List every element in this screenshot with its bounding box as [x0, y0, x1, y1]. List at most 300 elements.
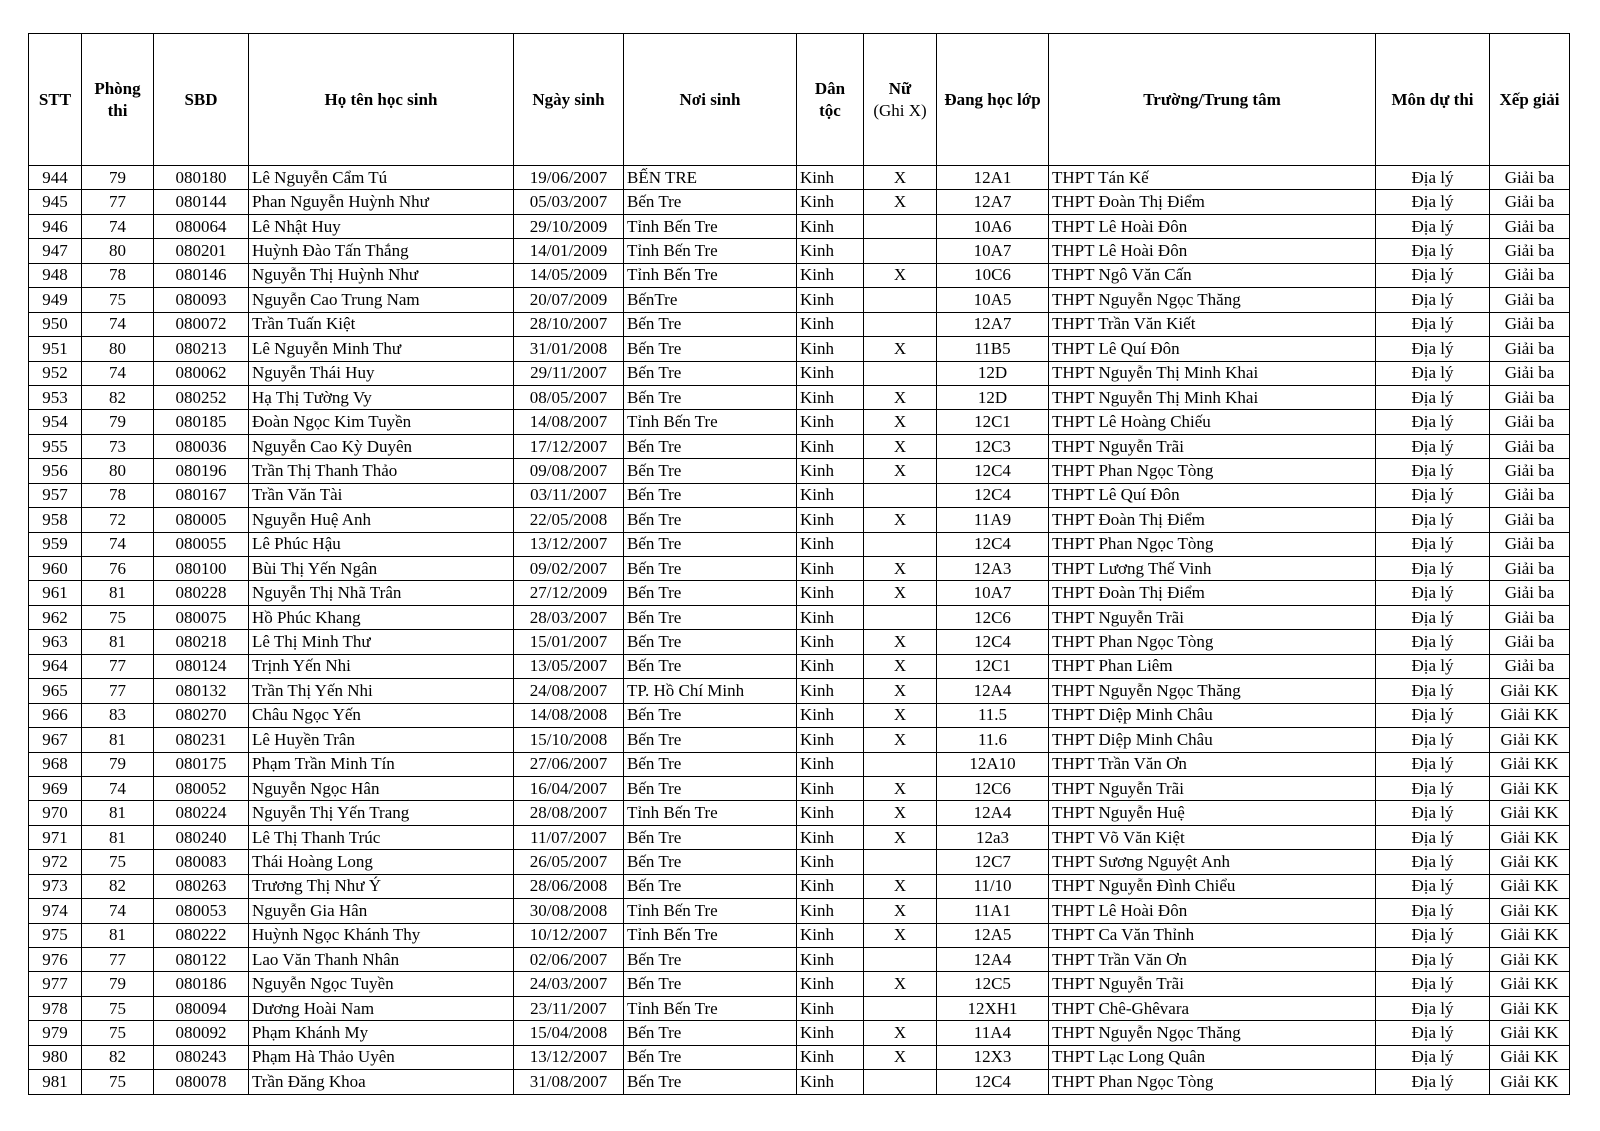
ngay-sinh-cell: 27/06/2007	[514, 752, 624, 776]
dan-toc-cell: Kinh	[797, 385, 864, 409]
giai-cell: Giải KK	[1490, 874, 1570, 898]
lop-cell: 11.6	[937, 728, 1049, 752]
sbd-cell: 080263	[154, 874, 249, 898]
phong-thi-cell: 83	[82, 703, 154, 727]
results-sheet	[28, 33, 1570, 1095]
lop-cell: 12X3	[937, 1045, 1049, 1069]
header-giai: Xếp giải	[1490, 34, 1570, 166]
truong-cell: THPT Lê Quí Đôn	[1049, 337, 1376, 361]
lop-cell: 12A5	[937, 923, 1049, 947]
truong-cell: THPT Lê Hoàng Chiếu	[1049, 410, 1376, 434]
truong-cell: THPT Phan Ngọc Tòng	[1049, 630, 1376, 654]
phong-thi-cell: 75	[82, 605, 154, 629]
ho-ten-cell: Lê Huyền Trân	[249, 728, 514, 752]
table-row	[29, 410, 1570, 434]
dan-toc-cell: Kinh	[797, 190, 864, 214]
table-row	[29, 361, 1570, 385]
noi-sinh-cell: Bến Tre	[624, 776, 797, 800]
ngay-sinh-cell: 09/02/2007	[514, 557, 624, 581]
mon-cell: Địa lý	[1376, 312, 1490, 336]
stt-cell: 950	[29, 312, 82, 336]
dan-toc-cell: Kinh	[797, 1070, 864, 1094]
stt-cell: 965	[29, 679, 82, 703]
table-row	[29, 776, 1570, 800]
phong-thi-cell: 77	[82, 190, 154, 214]
ho-ten-cell: Lao Văn Thanh Nhân	[249, 948, 514, 972]
ho-ten-cell: Trần Đăng Khoa	[249, 1070, 514, 1094]
dan-toc-cell: Kinh	[797, 1021, 864, 1045]
phong-thi-cell: 76	[82, 557, 154, 581]
noi-sinh-cell: Tỉnh Bến Tre	[624, 801, 797, 825]
table-row	[29, 508, 1570, 532]
ho-ten-cell: Châu Ngọc Yến	[249, 703, 514, 727]
stt-cell: 959	[29, 532, 82, 556]
mon-cell: Địa lý	[1376, 1070, 1490, 1094]
ho-ten-cell: Lê Nguyễn Minh Thư	[249, 337, 514, 361]
sbd-cell: 080122	[154, 948, 249, 972]
sbd-cell: 080062	[154, 361, 249, 385]
table-row	[29, 948, 1570, 972]
nu-cell: X	[864, 728, 937, 752]
phong-thi-cell: 81	[82, 728, 154, 752]
ngay-sinh-cell: 05/03/2007	[514, 190, 624, 214]
ho-ten-cell: Trần Thị Yến Nhi	[249, 679, 514, 703]
mon-cell: Địa lý	[1376, 923, 1490, 947]
mon-cell: Địa lý	[1376, 239, 1490, 263]
lop-cell: 12C1	[937, 410, 1049, 434]
giai-cell: Giải ba	[1490, 434, 1570, 458]
dan-toc-cell: Kinh	[797, 776, 864, 800]
noi-sinh-cell: Bến Tre	[624, 1070, 797, 1094]
table-row	[29, 483, 1570, 507]
ngay-sinh-cell: 23/11/2007	[514, 996, 624, 1020]
ngay-sinh-cell: 13/05/2007	[514, 654, 624, 678]
truong-cell: THPT Nguyễn Ngọc Thăng	[1049, 288, 1376, 312]
phong-thi-cell: 80	[82, 239, 154, 263]
sbd-cell: 080228	[154, 581, 249, 605]
lop-cell: 12C4	[937, 532, 1049, 556]
table-row	[29, 239, 1570, 263]
table-row	[29, 703, 1570, 727]
ho-ten-cell: Lê Nhật Huy	[249, 214, 514, 238]
stt-cell: 951	[29, 337, 82, 361]
table-row	[29, 679, 1570, 703]
noi-sinh-cell: Tỉnh Bến Tre	[624, 263, 797, 287]
header-row	[29, 34, 1570, 166]
header-noi-sinh: Nơi sinh	[624, 34, 797, 166]
giai-cell: Giải KK	[1490, 972, 1570, 996]
truong-cell: THPT Lê Hoài Đôn	[1049, 214, 1376, 238]
truong-cell: THPT Ca Văn Thỉnh	[1049, 923, 1376, 947]
noi-sinh-cell: Bến Tre	[624, 703, 797, 727]
giai-cell: Giải ba	[1490, 166, 1570, 190]
table-row	[29, 874, 1570, 898]
mon-cell: Địa lý	[1376, 605, 1490, 629]
stt-cell: 961	[29, 581, 82, 605]
ho-ten-cell: Lê Phúc Hậu	[249, 532, 514, 556]
table-row	[29, 899, 1570, 923]
lop-cell: 12C6	[937, 776, 1049, 800]
phong-thi-cell: 77	[82, 679, 154, 703]
ho-ten-cell: Nguyễn Ngọc Hân	[249, 776, 514, 800]
ho-ten-cell: Trương Thị Như Ý	[249, 874, 514, 898]
mon-cell: Địa lý	[1376, 557, 1490, 581]
nu-cell: X	[864, 923, 937, 947]
mon-cell: Địa lý	[1376, 874, 1490, 898]
nu-cell: X	[864, 972, 937, 996]
stt-cell: 971	[29, 825, 82, 849]
header-dan-toc: Dân tộc	[797, 34, 864, 166]
ho-ten-cell: Nguyễn Thị Nhã Trân	[249, 581, 514, 605]
sbd-cell: 080222	[154, 923, 249, 947]
giai-cell: Giải ba	[1490, 483, 1570, 507]
ngay-sinh-cell: 30/08/2008	[514, 899, 624, 923]
lop-cell: 11A9	[937, 508, 1049, 532]
dan-toc-cell: Kinh	[797, 483, 864, 507]
stt-cell: 962	[29, 605, 82, 629]
ngay-sinh-cell: 29/11/2007	[514, 361, 624, 385]
sbd-cell: 080072	[154, 312, 249, 336]
noi-sinh-cell: Bến Tre	[624, 434, 797, 458]
nu-cell: X	[864, 190, 937, 214]
ngay-sinh-cell: 13/12/2007	[514, 532, 624, 556]
sbd-cell: 080252	[154, 385, 249, 409]
phong-thi-cell: 78	[82, 263, 154, 287]
ho-ten-cell: Nguyễn Thái Huy	[249, 361, 514, 385]
nu-cell: X	[864, 776, 937, 800]
noi-sinh-cell: Bến Tre	[624, 630, 797, 654]
ho-ten-cell: Dương Hoài Nam	[249, 996, 514, 1020]
lop-cell: 10A5	[937, 288, 1049, 312]
noi-sinh-cell: Bến Tre	[624, 728, 797, 752]
noi-sinh-cell: Tỉnh Bến Tre	[624, 410, 797, 434]
giai-cell: Giải KK	[1490, 776, 1570, 800]
dan-toc-cell: Kinh	[797, 703, 864, 727]
giai-cell: Giải KK	[1490, 899, 1570, 923]
mon-cell: Địa lý	[1376, 801, 1490, 825]
truong-cell: THPT Nguyễn Đình Chiểu	[1049, 874, 1376, 898]
truong-cell: THPT Nguyễn Trãi	[1049, 972, 1376, 996]
ngay-sinh-cell: 31/01/2008	[514, 337, 624, 361]
stt-cell: 967	[29, 728, 82, 752]
giai-cell: Giải KK	[1490, 801, 1570, 825]
mon-cell: Địa lý	[1376, 361, 1490, 385]
ho-ten-cell: Hạ Thị Tường Vy	[249, 385, 514, 409]
ho-ten-cell: Trần Tuấn Kiệt	[249, 312, 514, 336]
noi-sinh-cell: Tỉnh Bến Tre	[624, 239, 797, 263]
nu-cell	[864, 312, 937, 336]
truong-cell: THPT Phan Ngọc Tòng	[1049, 459, 1376, 483]
truong-cell: THPT Nguyễn Trãi	[1049, 605, 1376, 629]
sbd-cell: 080092	[154, 1021, 249, 1045]
truong-cell: THPT Lương Thế Vinh	[1049, 557, 1376, 581]
noi-sinh-cell: Bến Tre	[624, 532, 797, 556]
nu-cell: X	[864, 874, 937, 898]
table-row	[29, 923, 1570, 947]
stt-cell: 958	[29, 508, 82, 532]
dan-toc-cell: Kinh	[797, 410, 864, 434]
ngay-sinh-cell: 10/12/2007	[514, 923, 624, 947]
giai-cell: Giải ba	[1490, 263, 1570, 287]
mon-cell: Địa lý	[1376, 385, 1490, 409]
ngay-sinh-cell: 11/07/2007	[514, 825, 624, 849]
giai-cell: Giải KK	[1490, 703, 1570, 727]
nu-cell: X	[864, 899, 937, 923]
phong-thi-cell: 75	[82, 996, 154, 1020]
phong-thi-cell: 81	[82, 923, 154, 947]
nu-cell	[864, 850, 937, 874]
giai-cell: Giải KK	[1490, 1021, 1570, 1045]
table-row	[29, 434, 1570, 458]
table-body	[29, 166, 1570, 1095]
sbd-cell: 080231	[154, 728, 249, 752]
sbd-cell: 080175	[154, 752, 249, 776]
ngay-sinh-cell: 14/01/2009	[514, 239, 624, 263]
phong-thi-cell: 75	[82, 288, 154, 312]
stt-cell: 949	[29, 288, 82, 312]
sbd-cell: 080167	[154, 483, 249, 507]
noi-sinh-cell: Bến Tre	[624, 557, 797, 581]
dan-toc-cell: Kinh	[797, 434, 864, 458]
dan-toc-cell: Kinh	[797, 972, 864, 996]
ho-ten-cell: Huỳnh Ngọc Khánh Thy	[249, 923, 514, 947]
mon-cell: Địa lý	[1376, 630, 1490, 654]
ngay-sinh-cell: 08/05/2007	[514, 385, 624, 409]
noi-sinh-cell: Bến Tre	[624, 1045, 797, 1069]
header-nu: Nữ (Ghi X)	[864, 34, 937, 166]
sbd-cell: 080213	[154, 337, 249, 361]
truong-cell: THPT Nguyễn Ngọc Thăng	[1049, 679, 1376, 703]
noi-sinh-cell: Bến Tre	[624, 361, 797, 385]
ngay-sinh-cell: 28/03/2007	[514, 605, 624, 629]
lop-cell: 11A1	[937, 899, 1049, 923]
ho-ten-cell: Trịnh Yến Nhi	[249, 654, 514, 678]
sbd-cell: 080005	[154, 508, 249, 532]
nu-cell: X	[864, 410, 937, 434]
dan-toc-cell: Kinh	[797, 337, 864, 361]
truong-cell: THPT Trần Văn Ơn	[1049, 752, 1376, 776]
table-row	[29, 190, 1570, 214]
lop-cell: 12C1	[937, 654, 1049, 678]
dan-toc-cell: Kinh	[797, 728, 864, 752]
ngay-sinh-cell: 09/08/2007	[514, 459, 624, 483]
mon-cell: Địa lý	[1376, 850, 1490, 874]
truong-cell: THPT Lê Quí Đôn	[1049, 483, 1376, 507]
giai-cell: Giải KK	[1490, 1045, 1570, 1069]
dan-toc-cell: Kinh	[797, 850, 864, 874]
dan-toc-cell: Kinh	[797, 825, 864, 849]
lop-cell: 10A7	[937, 581, 1049, 605]
giai-cell: Giải ba	[1490, 361, 1570, 385]
header-lop: Đang học lớp	[937, 34, 1049, 166]
sbd-cell: 080064	[154, 214, 249, 238]
dan-toc-cell: Kinh	[797, 263, 864, 287]
phong-thi-cell: 81	[82, 825, 154, 849]
phong-thi-cell: 75	[82, 850, 154, 874]
ho-ten-cell: Lê Nguyễn Cẩm Tú	[249, 166, 514, 190]
giai-cell: Giải ba	[1490, 239, 1570, 263]
table-row	[29, 850, 1570, 874]
phong-thi-cell: 82	[82, 874, 154, 898]
dan-toc-cell: Kinh	[797, 581, 864, 605]
dan-toc-cell: Kinh	[797, 459, 864, 483]
noi-sinh-cell: Bến Tre	[624, 581, 797, 605]
stt-cell: 953	[29, 385, 82, 409]
mon-cell: Địa lý	[1376, 483, 1490, 507]
header-mon: Môn dự thi	[1376, 34, 1490, 166]
stt-cell: 952	[29, 361, 82, 385]
header-ngay-sinh: Ngày sinh	[514, 34, 624, 166]
stt-cell: 972	[29, 850, 82, 874]
phong-thi-cell: 82	[82, 385, 154, 409]
nu-cell: X	[864, 166, 937, 190]
sbd-cell: 080186	[154, 972, 249, 996]
ho-ten-cell: Phạm Khánh My	[249, 1021, 514, 1045]
ngay-sinh-cell: 15/10/2008	[514, 728, 624, 752]
giai-cell: Giải ba	[1490, 459, 1570, 483]
stt-cell: 969	[29, 776, 82, 800]
ngay-sinh-cell: 14/05/2009	[514, 263, 624, 287]
lop-cell: 10C6	[937, 263, 1049, 287]
noi-sinh-cell: Bến Tre	[624, 850, 797, 874]
stt-cell: 960	[29, 557, 82, 581]
giai-cell: Giải ba	[1490, 605, 1570, 629]
mon-cell: Địa lý	[1376, 752, 1490, 776]
ngay-sinh-cell: 29/10/2009	[514, 214, 624, 238]
noi-sinh-cell: Bến Tre	[624, 459, 797, 483]
table-row	[29, 288, 1570, 312]
sbd-cell: 080124	[154, 654, 249, 678]
truong-cell: THPT Nguyễn Trãi	[1049, 434, 1376, 458]
table-row	[29, 557, 1570, 581]
ho-ten-cell: Trần Văn Tài	[249, 483, 514, 507]
truong-cell: THPT Đoàn Thị Điểm	[1049, 508, 1376, 532]
stt-cell: 945	[29, 190, 82, 214]
nu-cell: X	[864, 581, 937, 605]
dan-toc-cell: Kinh	[797, 874, 864, 898]
stt-cell: 977	[29, 972, 82, 996]
dan-toc-cell: Kinh	[797, 654, 864, 678]
lop-cell: 12A4	[937, 948, 1049, 972]
mon-cell: Địa lý	[1376, 679, 1490, 703]
sbd-cell: 080196	[154, 459, 249, 483]
giai-cell: Giải ba	[1490, 581, 1570, 605]
ho-ten-cell: Nguyễn Thị Huỳnh Như	[249, 263, 514, 287]
stt-cell: 968	[29, 752, 82, 776]
lop-cell: 12D	[937, 361, 1049, 385]
ngay-sinh-cell: 15/04/2008	[514, 1021, 624, 1045]
dan-toc-cell: Kinh	[797, 605, 864, 629]
giai-cell: Giải KK	[1490, 1070, 1570, 1094]
table-row	[29, 385, 1570, 409]
truong-cell: THPT Phan Ngọc Tòng	[1049, 1070, 1376, 1094]
nu-cell: X	[864, 263, 937, 287]
dan-toc-cell: Kinh	[797, 1045, 864, 1069]
nu-cell: X	[864, 434, 937, 458]
nu-cell: X	[864, 801, 937, 825]
phong-thi-cell: 74	[82, 312, 154, 336]
noi-sinh-cell: Bến Tre	[624, 337, 797, 361]
phong-thi-cell: 79	[82, 752, 154, 776]
phong-thi-cell: 77	[82, 654, 154, 678]
phong-thi-cell: 81	[82, 581, 154, 605]
mon-cell: Địa lý	[1376, 508, 1490, 532]
ngay-sinh-cell: 16/04/2007	[514, 776, 624, 800]
mon-cell: Địa lý	[1376, 899, 1490, 923]
ngay-sinh-cell: 28/08/2007	[514, 801, 624, 825]
sbd-cell: 080094	[154, 996, 249, 1020]
sbd-cell: 080243	[154, 1045, 249, 1069]
mon-cell: Địa lý	[1376, 654, 1490, 678]
stt-cell: 979	[29, 1021, 82, 1045]
nu-cell	[864, 214, 937, 238]
dan-toc-cell: Kinh	[797, 214, 864, 238]
truong-cell: THPT Nguyễn Ngọc Thăng	[1049, 1021, 1376, 1045]
lop-cell: 12XH1	[937, 996, 1049, 1020]
table-row	[29, 337, 1570, 361]
lop-cell: 12C3	[937, 434, 1049, 458]
giai-cell: Giải ba	[1490, 410, 1570, 434]
giai-cell: Giải ba	[1490, 312, 1570, 336]
truong-cell: THPT Trần Văn Kiết	[1049, 312, 1376, 336]
mon-cell: Địa lý	[1376, 532, 1490, 556]
stt-cell: 954	[29, 410, 82, 434]
sbd-cell: 080146	[154, 263, 249, 287]
nu-cell	[864, 605, 937, 629]
ngay-sinh-cell: 28/10/2007	[514, 312, 624, 336]
nu-cell: X	[864, 1021, 937, 1045]
nu-cell	[864, 1070, 937, 1094]
truong-cell: THPT Tán Kế	[1049, 166, 1376, 190]
header-truong: Trường/Trung tâm	[1049, 34, 1376, 166]
dan-toc-cell: Kinh	[797, 679, 864, 703]
nu-cell	[864, 948, 937, 972]
table-row	[29, 1021, 1570, 1045]
nu-cell: X	[864, 703, 937, 727]
sbd-cell: 080093	[154, 288, 249, 312]
noi-sinh-cell: Bến Tre	[624, 385, 797, 409]
sbd-cell: 080224	[154, 801, 249, 825]
table-row	[29, 532, 1570, 556]
dan-toc-cell: Kinh	[797, 166, 864, 190]
nu-cell: X	[864, 385, 937, 409]
phong-thi-cell: 74	[82, 776, 154, 800]
noi-sinh-cell: Bến Tre	[624, 948, 797, 972]
noi-sinh-cell: Bến Tre	[624, 654, 797, 678]
ngay-sinh-cell: 14/08/2008	[514, 703, 624, 727]
mon-cell: Địa lý	[1376, 434, 1490, 458]
noi-sinh-cell: BẾN TRE	[624, 166, 797, 190]
stt-cell: 966	[29, 703, 82, 727]
mon-cell: Địa lý	[1376, 996, 1490, 1020]
phong-thi-cell: 74	[82, 532, 154, 556]
nu-cell: X	[864, 630, 937, 654]
ngay-sinh-cell: 31/08/2007	[514, 1070, 624, 1094]
nu-cell: X	[864, 508, 937, 532]
table-row	[29, 166, 1570, 190]
mon-cell: Địa lý	[1376, 776, 1490, 800]
giai-cell: Giải KK	[1490, 923, 1570, 947]
ngay-sinh-cell: 15/01/2007	[514, 630, 624, 654]
lop-cell: 12C4	[937, 459, 1049, 483]
mon-cell: Địa lý	[1376, 190, 1490, 214]
mon-cell: Địa lý	[1376, 703, 1490, 727]
ngay-sinh-cell: 13/12/2007	[514, 1045, 624, 1069]
lop-cell: 12A1	[937, 166, 1049, 190]
ho-ten-cell: Thái Hoàng Long	[249, 850, 514, 874]
nu-cell: X	[864, 654, 937, 678]
truong-cell: THPT Ngô Văn Cấn	[1049, 263, 1376, 287]
